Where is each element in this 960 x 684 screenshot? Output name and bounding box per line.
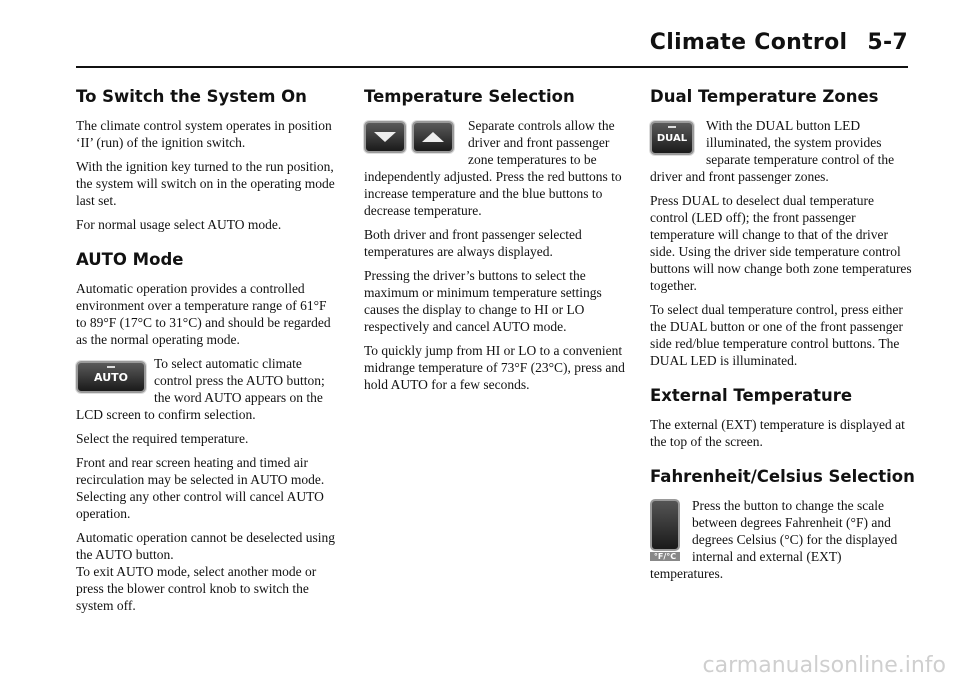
auto-mode-paragraph: To select automatic climate control press the AUTO button; the word AUTO appears on the LCD screen to confirm selection. — [76, 356, 325, 422]
temp-up-button-icon — [412, 121, 454, 153]
temp-down-button-icon — [364, 121, 406, 153]
switch-on-paragraph: The climate control system operates in position ‘II’ (run) of the ignition switch. — [76, 118, 332, 150]
auto-button-figure — [76, 357, 146, 393]
header-rule — [76, 66, 908, 68]
dual-button-icon — [650, 121, 694, 155]
fahrenheit-celsius-button-figure — [650, 499, 680, 561]
fahrenheit-celsius-heading: Fahrenheit/Celsius Selection — [650, 467, 915, 486]
dual-zones-paragraph: To select dual temperature control, press either the DUAL button or one of the front passenger side red/blue temperature control buttons. The DUAL LED is illuminated. — [650, 302, 903, 368]
page-number: 5-7 — [867, 30, 908, 55]
column-right — [650, 86, 915, 589]
auto-button-label: AUTO — [94, 370, 128, 384]
dual-zones-paragraph: Press DUAL to deselect dual temperature control (LED off); the front passenger temperature will change to that of the driver side. Using the driver side temperature control buttons will now change both zone temperatures together. — [650, 193, 912, 293]
auto-mode-heading: AUTO Mode — [76, 250, 184, 269]
fahrenheit-celsius-paragraph: Press the button to change the scale between degrees Fahrenheit (°F) and degrees Celsius (°C) for the displayed internal and external (EXT) temperatures. — [650, 498, 898, 581]
dual-zones-heading: Dual Temperature Zones — [650, 87, 879, 106]
fahrenheit-celsius-label: °F/°C — [650, 552, 680, 561]
auto-mode-paragraph: Front and rear screen heating and timed air recirculation may be selected in AUTO mode. Selecting any other control will cancel AUTO operation. — [76, 455, 325, 521]
external-temperature-paragraph: The external (EXT) temperature is displayed at the top of the screen. — [650, 417, 905, 449]
column-middle — [364, 86, 626, 400]
fahrenheit-celsius-button-icon — [650, 499, 680, 551]
auto-mode-paragraph: Select the required temperature. — [76, 431, 249, 446]
dual-button-label: DUAL — [656, 132, 688, 144]
auto-button-icon — [76, 361, 146, 393]
switch-on-paragraph: With the ignition key turned to the run position, the system will switch on in the operating mode last set. — [76, 159, 335, 208]
page-header — [650, 30, 908, 55]
temperature-selection-paragraph: Separate controls allow the driver and front passenger zone temperatures to be independently adjusted. Press the red buttons to increase temperature and the blue buttons to decrease temperature. — [364, 118, 622, 218]
external-temperature-heading: External Temperature — [650, 386, 853, 405]
auto-mode-paragraph: To exit AUTO mode, select another mode or press the blower control knob to switch the system off. — [76, 564, 317, 613]
temperature-selection-paragraph: Pressing the driver’s buttons to select the maximum or minimum temperature settings causes the display to change to HI or LO respectively and cancel AUTO mode. — [364, 268, 602, 334]
temperature-selection-paragraph: Both driver and front passenger selected temperatures are always displayed. — [364, 227, 582, 259]
column-left — [76, 86, 338, 621]
temperature-selection-paragraph: To quickly jump from HI or LO to a convenient midrange temperature of 73°F (23°C), press and hold AUTO for a few seconds. — [364, 343, 625, 392]
watermark: carmanualsonline.info — [702, 653, 946, 678]
page-title: Climate Control — [649, 30, 848, 55]
temperature-buttons-figure — [364, 121, 454, 153]
switch-on-paragraph: For normal usage select AUTO mode. — [76, 217, 282, 232]
led-indicator — [107, 366, 115, 368]
auto-mode-paragraph: Automatic operation cannot be deselected using the AUTO button. — [76, 530, 336, 562]
dual-zones-paragraph: With the DUAL button LED illuminated, the system provides separate temperature control of the driver and front passenger zones. — [650, 118, 895, 184]
auto-mode-paragraph: Automatic operation provides a controlled environment over a temperature range of 61°F to 89°F (17°C to 31°C) and should be regarded as the normal operating mode. — [76, 281, 331, 347]
led-indicator — [668, 126, 676, 128]
temperature-selection-heading: Temperature Selection — [364, 87, 575, 106]
dual-button-figure — [650, 121, 694, 155]
switch-on-heading: To Switch the System On — [76, 87, 307, 106]
